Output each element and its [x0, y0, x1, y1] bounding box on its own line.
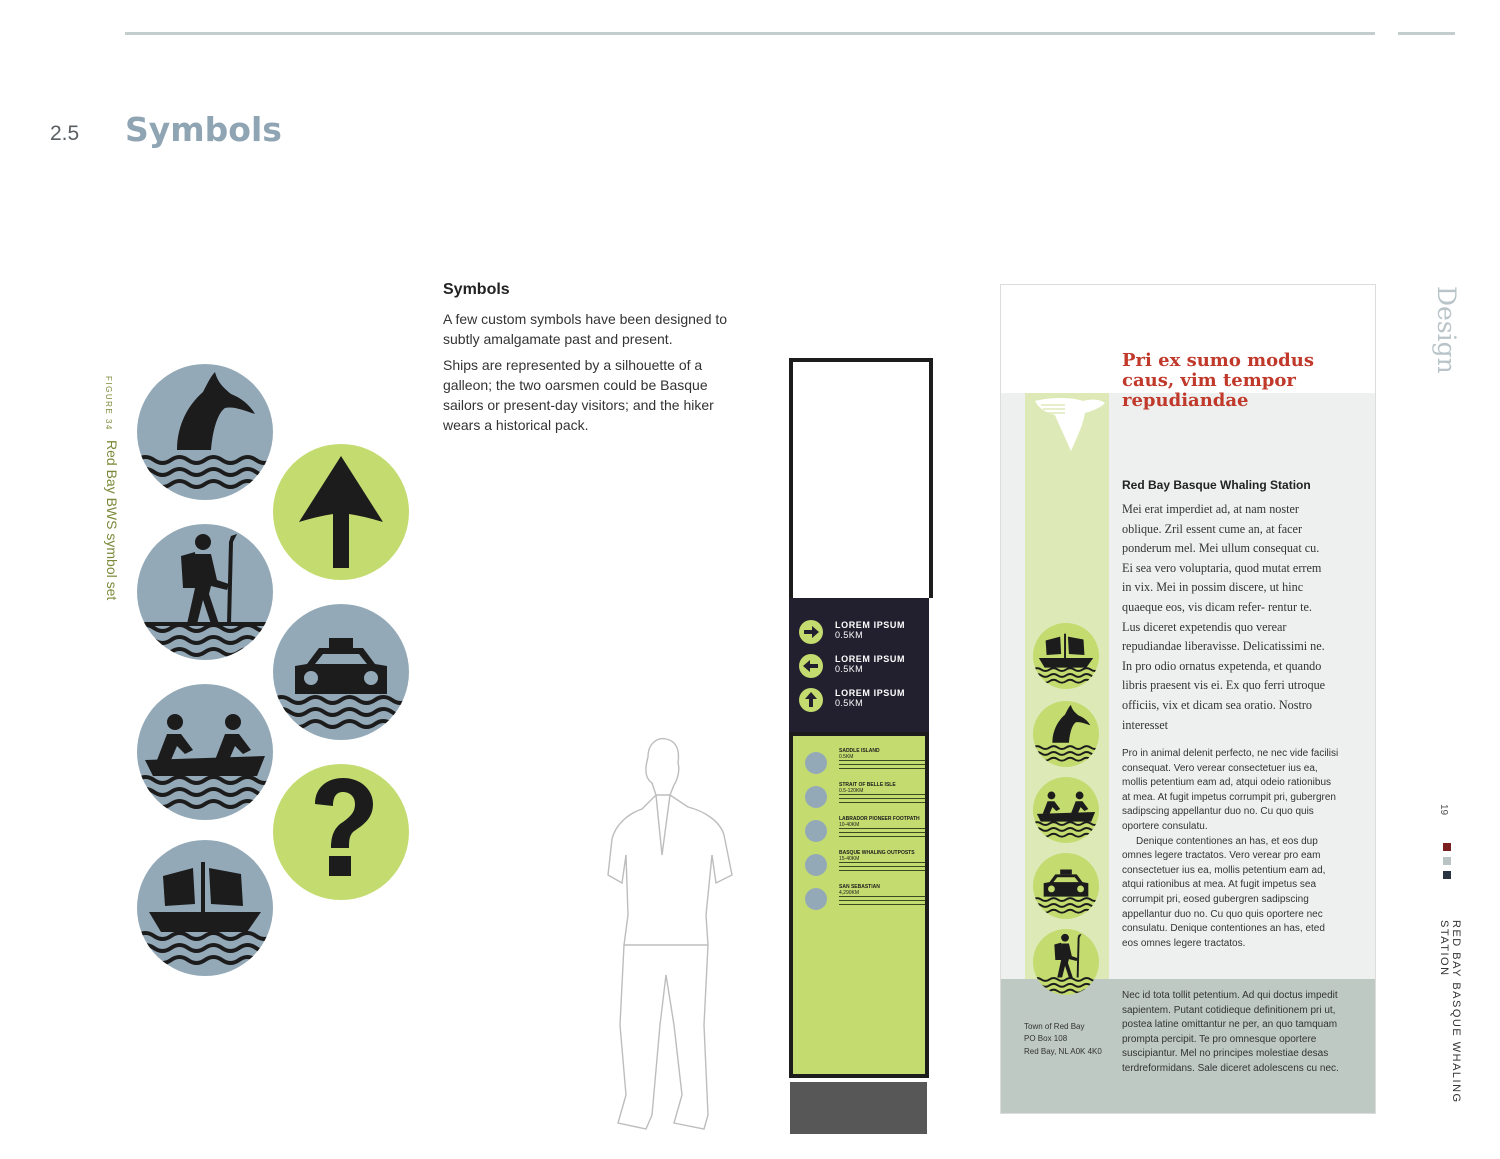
direction-distance: 0.5KM	[835, 664, 864, 674]
interpretive-panel	[1000, 284, 1376, 1114]
rowers-icon	[805, 854, 827, 876]
whale-tail-icon	[137, 364, 273, 500]
taxi-icon	[273, 604, 409, 740]
destination-body-lines	[839, 828, 925, 840]
person-silhouette	[600, 735, 740, 1135]
direction-title: LOREM IPSUM	[835, 620, 906, 630]
panel-secondary-paragraph-2: Denique contentiones an has, et eos dup omnes legere tractatos. Vero verear pro eam consectetuer ius ea, mollis petentium eam ad, atqui rationibus at mea. At fugit impetus sea corrumpit pri, eosed gubergren sadipscing appellantur duo no. Cu quo quis oportere nec consulatu. Denique contentiones an has, eted eos omnes legere tractatos.	[1122, 835, 1326, 949]
panel-body-text: Mei erat imperdiet ad, at nam noster oblique. Zril essent cume an, at facer ponderum mel. Mei ullum consequat cu. Ei sea vero voluptaria, quod mutat errem in vix. Mei in possim discere, ut hinc quaeque eos, vis dicam refer- rentur te. Lus diceret expetendis quo verear repudiandae liberavisse. Delicatissimi ne. In pro odio ornatus expetenda, et quando libris praesent vis ei. Ex quo ferri utroque officiis, vix et dicam sea oratio. Nostro interesset	[1122, 502, 1326, 732]
sign-directions-panel	[789, 598, 929, 732]
galleon-icon	[805, 888, 827, 910]
intro-paragraph-2: Ships are represented by a silhouette of a galleon; the two oarsmen could be Basque sailors or present-day visitors; and the hiker wears a historical pack.	[443, 357, 714, 433]
hiker-icon	[137, 524, 273, 660]
figure-label: FIGURE 34	[104, 376, 113, 431]
direction-title: LOREM IPSUM	[835, 688, 906, 698]
question-icon	[273, 764, 409, 900]
section-number: 2.5	[50, 122, 80, 145]
destination-title: SADDLE ISLAND	[839, 748, 880, 754]
intro-title: Symbols	[443, 281, 510, 298]
sign-base	[790, 1082, 927, 1134]
destination-distance: 4,290KM	[839, 890, 860, 896]
rowers-icon	[137, 684, 273, 820]
swatch-dark-red	[1443, 843, 1451, 851]
destination-row	[801, 782, 925, 812]
top-rule-margin	[1398, 32, 1455, 35]
destination-distance: 15-40KM	[839, 856, 860, 862]
destination-title: STRAIT OF BELLE ISLE	[839, 782, 896, 788]
hiker-icon	[805, 820, 827, 842]
arrow-left-icon	[799, 654, 823, 678]
panel-address	[1024, 1021, 1102, 1058]
whale-logo-icon	[1031, 395, 1107, 457]
galleon-icon	[805, 752, 827, 774]
destination-body-lines	[839, 794, 925, 806]
running-footer: RED BAY BASQUE WHALING STATION	[1438, 920, 1462, 1104]
swatch-navy	[1443, 871, 1451, 879]
direction-distance: 0.5KM	[835, 630, 864, 640]
destination-distance: 0.5-120KM	[839, 788, 864, 794]
address-line: Red Bay, NL A0K 4K0	[1024, 1046, 1102, 1056]
chapter-label: Design	[1432, 286, 1461, 374]
direction-distance: 0.5KM	[835, 698, 864, 708]
hiker-icon	[1033, 929, 1099, 995]
galleon-icon	[137, 840, 273, 976]
whale-tail-icon	[805, 786, 827, 808]
taxi-icon	[1033, 853, 1099, 919]
destination-body-lines	[839, 760, 925, 772]
address-line: Town of Red Bay	[1024, 1022, 1085, 1031]
page-number: 19	[1438, 804, 1449, 816]
panel-headline: Pri ex sumo modus caus, vim tempor repudiandae	[1122, 350, 1314, 411]
panel-secondary-paragraph-1: Pro in animal delenit perfecto, ne nec vide facilisi consequat. Vero verear consectetuer ius ea, mollis petentium eam ad, atqui odeio rationibus at mea. At fugit impetus corrumpit pri, gubergren sadipscing appellantur duo no. Cu quo quis oportere consulatu.	[1122, 748, 1339, 832]
panel-secondary-text	[1122, 747, 1342, 951]
direction-title: LOREM IPSUM	[835, 654, 906, 664]
whale-tail-icon	[1033, 701, 1099, 767]
panel-subtitle: Red Bay Basque Whaling Station	[1122, 478, 1311, 492]
rowers-icon	[1033, 777, 1099, 843]
destination-row	[801, 748, 925, 778]
sign-blank-panel	[789, 358, 933, 598]
intro-paragraph-1: A few custom symbols have been designed to subtly amalgamate past and present.	[443, 311, 728, 347]
top-rule-main	[125, 32, 1375, 35]
destination-body-lines	[839, 862, 925, 874]
panel-footer-text: Nec id tota tollit petentium. Ad qui doctus impedit sapientem. Putant cotidieque definitionem pri ut, postea latine omittantur ne per, an quo tamquam prompta percipit. Te pro omnesque oportere suscipiantur. Mel no principes molestiae desas terdreformidans. Sale diceret adolescens cu nec.	[1122, 990, 1339, 1074]
destination-row	[801, 850, 925, 880]
galleon-icon	[1033, 623, 1099, 689]
destination-distance: 10-40KM	[839, 822, 860, 828]
destination-row	[801, 884, 925, 914]
destination-title: BASQUE WHALING OUTPOSTS	[839, 850, 915, 856]
destination-title: SAN SEBASTIAN	[839, 884, 880, 890]
destination-distance: 0.5KM	[839, 754, 854, 760]
arrow-up-icon	[799, 688, 823, 712]
destination-body-lines	[839, 896, 925, 908]
destination-row	[801, 816, 925, 846]
section-title: Symbols	[125, 110, 282, 149]
arrow-right-icon	[799, 620, 823, 644]
sign-destinations-panel	[789, 732, 929, 1078]
figure-caption: Red Bay BWS symbol set	[104, 440, 120, 601]
swatch-grey	[1443, 857, 1451, 865]
address-line: PO Box 108	[1024, 1034, 1068, 1044]
arrow-up-icon	[273, 444, 409, 580]
destination-title: LABRADOR PIONEER FOOTPATH	[839, 816, 920, 822]
